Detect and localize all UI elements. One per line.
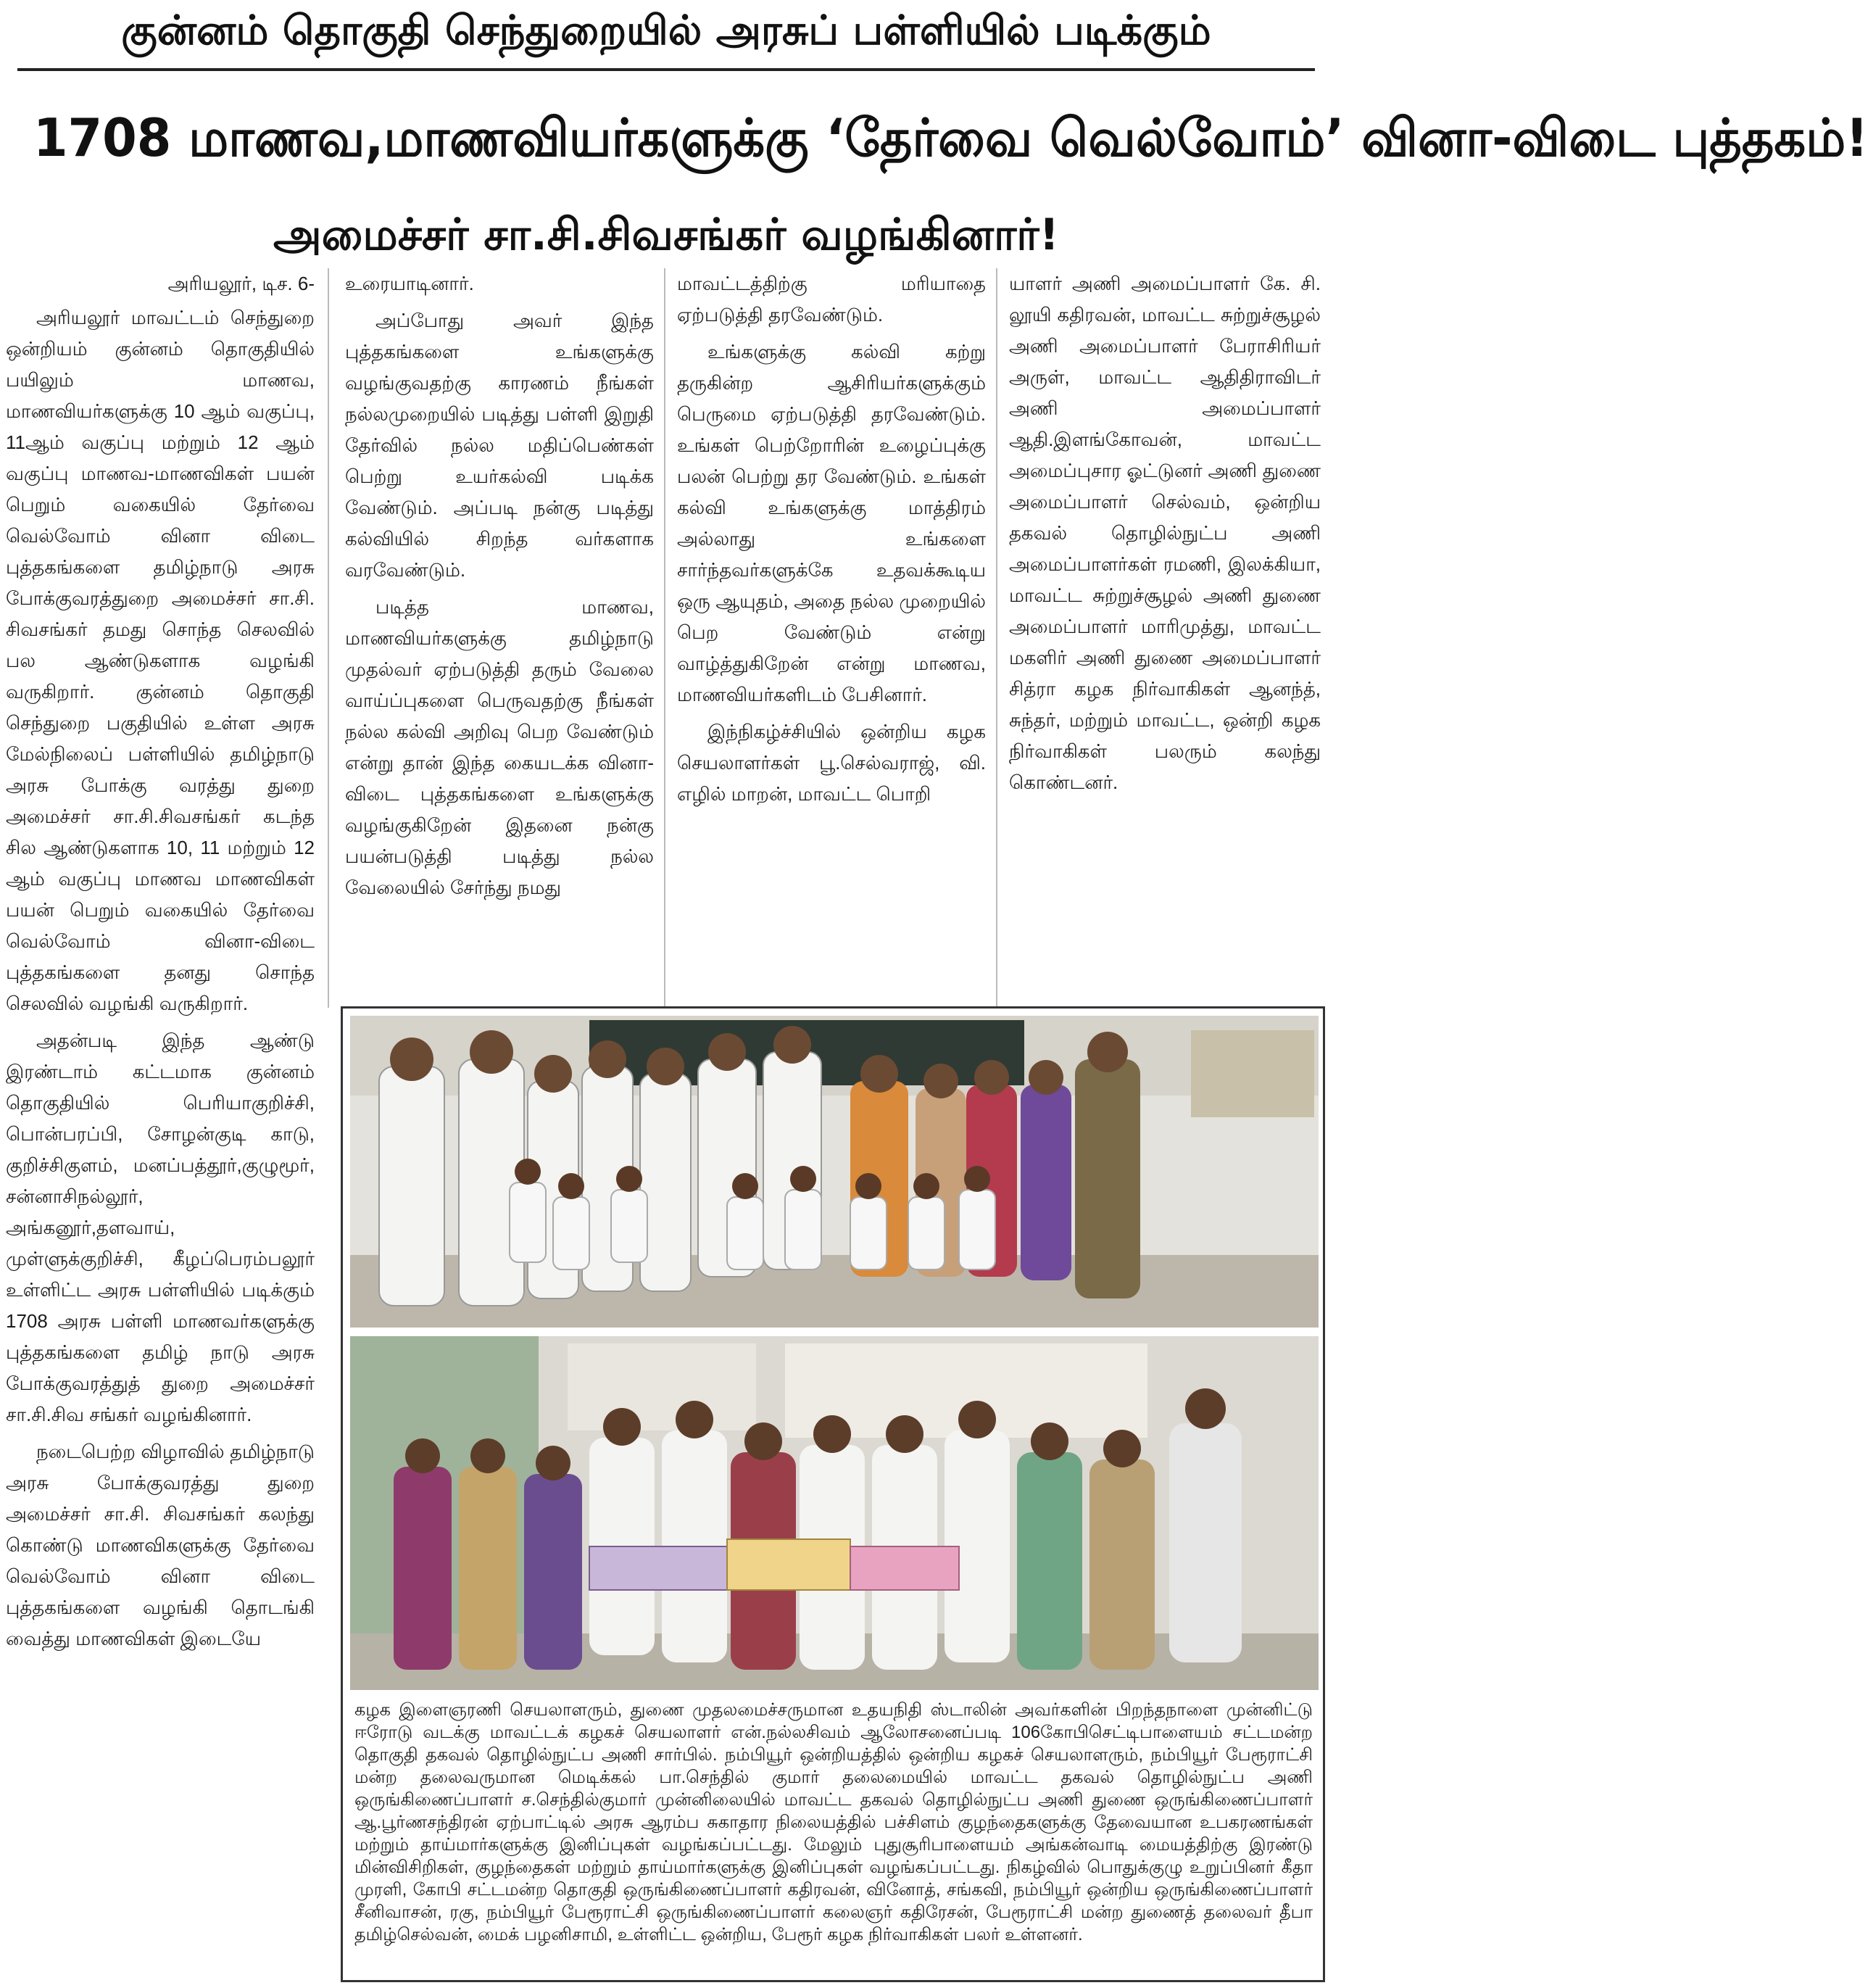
paragraph: அதன்படி இந்த ஆண்டு இரண்டாம் கட்டமாக குன்னம் தொகுதியில் பெரியாகுறிச்சி, பொன்பரப்பி, சோழன்குடி காடு, குறிச்சிகுளம், மனப்பத்தூர்,குழுமூர், சன்னாசிநல்லூர், அங்கனூர்,தளவாய், முள்ளுக்குறிச்சி, கீழப்பெரம்பலூர் உள்ளிட்ட அரசு பள்ளியில் படிக்கும் 1708 அரசு பள்ளி மாணவர்களுக்கு புத்தகங்களை தமிழ் நாடு அரசு போக்குவரத்துத் துறை அமைச்சர் சா.சி.சிவ சங்கர் வழங்கினார். bbox=[6, 1030, 315, 1425]
dateline: அரியலூர், டிச. 6- bbox=[167, 273, 315, 294]
column-divider bbox=[664, 268, 665, 1008]
paragraph: இந்நிகழ்ச்சியில் ஒன்றிய கழக செயலாளர்கள் பூ.செல்வராஜ், வி. எழில் மாறன், மாவட்ட பொறி bbox=[677, 721, 986, 805]
headline-rule bbox=[17, 68, 1315, 71]
paragraph: அரியலூர் மாவட்டம் செந்துறை ஒன்றியம் குன்னம் தொகுதியில் பயிலும் மாணவ, மாணவியர்களுக்கு 10 ஆம் வகுப்பு, 11ஆம் வகுப்பு மற்றும் 12 ஆம் வகுப்பு மாணவ-மாணவிகள் பயன் பெறும் வகையில் தேர்வை வெல்வோம் வினா விடை புத்தகங்களை தமிழ்நாடு அரசு போக்குவரத்துறை அமைச்சர் சா.சி. சிவசங்கர் தமது சொந்த செலவில் பல ஆண்டுகளாக வழங்கி வருகிறார். குன்னம் தொகுதி செந்துறை பகுதியில் உள்ள அரசு மேல்நிலைப் பள்ளியில் தமிழ்நாடு அரசு போக்கு வரத்து துறை அமைச்சர் சா.சி.சிவசங்கர் கடந்த சில ஆண்டுகளாக 10, 11 மற்றும் 12 ஆம் வகுப்பு மாணவ மாணவிகள் பயன் பெறும் வகையில் தேர்வை வெல்வோம் வினா-விடை புத்தகங்களை தனது சொந்த செலவில் வழங்கி வருகிறார். bbox=[6, 307, 315, 1014]
column-divider bbox=[996, 268, 997, 1008]
paragraph: படித்த மாணவ, மாணவியர்களுக்கு தமிழ்நாடு முதல்வர் ஏற்படுத்தி தரும் வேலை வாய்ப்புகளை பெருவதற்கு நீங்கள் நல்ல கல்வி அறிவு பெற வேண்டும் என்று தான் இந்த கையடக்க வினா-விடை புத்தகங்களை உங்களுக்கு வழங்குகிறேன் இதனை நன்கு பயன்படுத்தி படித்து நல்ல வேலையில் சேர்ந்து நமது bbox=[345, 596, 654, 898]
photo-caption: கழக இளைஞரணி செயலாளரும், துணை முதலமைச்சருமான உதயநிதி ஸ்டாலின் அவர்களின் பிறந்தநாளை முன்னிட்டு ஈரோடு வடக்கு மாவட்டக் கழகச் செயலாளர் என்.நல்லசிவம் ஆலோசனைப்படி 106கோபிசெட்டிபாளையம் சட்டமன்ற தொகுதி தகவல் தொழில்நுட்ப அணி சார்பில். நம்பியூர் ஒன்றியத்தில் ஒன்றிய கழகச் செயலாளரும், நம்பியூர் பேரூராட்சி மன்ற தலைவருமான மெடிக்கல் பா.செந்தில் குமார் தலைமையில் மாவட்ட தகவல் தொழில்நுட்ப அணி ஒருங்கிணைப்பாளர் ச.செந்தில்குமார் முன்னிலையில் மாவட்ட தகவல் தொழில்நுட்ப அணி துணை ஒருங்கிணைப்பாளர் ஆ.பூர்ணசந்திரன் ஏற்பாட்டில் அரசு ஆரம்ப சுகாதார நிலையத்தில் பச்சிளம் குழந்தைகளுக்கு தேவையான உபகரணங்கள் மற்றும் தாய்மார்களுக்கு இனிப்புகள் வழங்கப்பட்டது. மேலும் புதுசூரிபாளையம் அங்கன்வாடி மையத்திற்கு இரண்டு மின்விசிறிகள், குழந்தைகள் மற்றும் தாய்மார்களுக்கு இனிப்புகள் வழங்கப்பட்டது. நிகழ்வில் பொதுக்குழு உறுப்பினர் கீதா முரளி, கோபி சட்டமன்ற தொகுதி ஒருங்கிணைப்பாளர் கதிரவன், வினோத், சங்கவி, நம்பியூர் ஒன்றிய ஒருங்கிணைப்பாளர் சீனிவாசன், ரகு, நம்பியூர் பேரூராட்சி ஒருங்கிணைப்பாளர் கலைஞர் கதிரேசன், பேரூராட்சி மன்ற துணைத் தலைவர் தீபா தமிழ்செல்வன், மைக் பழனிசாமி, உள்ளிட்ட ஒன்றிய, பேரூர் கழக நிர்வாகிகள் பலர் உள்ளனர். bbox=[354, 1700, 1313, 1944]
photo-book-distribution bbox=[350, 1336, 1319, 1690]
column-1 bbox=[6, 268, 315, 1979]
paragraph: அப்போது அவர் இந்த புத்தகங்களை உங்களுக்கு வழங்குவதற்கு காரணம் நீங்கள் நல்லமுறையில் படித்து பள்ளி இறுதி தேர்வில் நல்ல மதிப்பெண்கள் பெற்று உயர்கல்வி படிக்க வேண்டும். அப்படி நன்கு படித்து கல்வியில் சிறந்த வர்களாக வரவேண்டும். bbox=[345, 310, 654, 581]
paragraph: உங்களுக்கு கல்வி கற்று தருகின்ற ஆசிரியர்களுக்கும் பெருமை ஏற்படுத்தி தரவேண்டும். உங்கள் பெற்றோரின் உழைப்புக்கு பலன் பெற்று தர வேண்டும். உங்கள் கல்வி உங்களுக்கு மாத்திரம் அல்லாது உங்களை சார்ந்தவர்களுக்கே உதவக்கூடிய ஒரு ஆயுதம், அதை நல்ல முறையில் பெற வேண்டும் என்று வாழ்த்துகிறேன் என்று மாணவ, மாணவியர்களிடம் பேசினார். bbox=[677, 341, 986, 705]
paragraph: உரையாடினார். bbox=[345, 273, 474, 294]
kicker-headline: குன்னம் தொகுதி செந்துறையில் அரசுப் பள்ளியில் படிக்கும் bbox=[121, 7, 1211, 54]
paragraph: மாவட்டத்திற்கு மரியாதை ஏற்படுத்தி தரவேண்டும். bbox=[677, 273, 986, 326]
column-3 bbox=[677, 268, 986, 1008]
sub-headline: அமைச்சர் சா.சி.சிவசங்கர் வழங்கினார்! bbox=[273, 210, 1060, 260]
photo-box bbox=[341, 1006, 1325, 1982]
paragraph: நடைபெற்ற விழாவில் தமிழ்நாடு அரசு போக்குவரத்து துறை அமைச்சர் சா.சி. சிவசங்கர் கலந்து கொண்டு மாணவிகளுக்கு தேர்வை வெல்வோம் வினா விடை புத்தகங்களை வழங்கி தொடங்கி வைத்து மாணவிகள் இடையே bbox=[6, 1441, 315, 1649]
column-divider bbox=[328, 268, 329, 1008]
main-headline: 1708 மாணவ,மாணவியர்களுக்கு ‘தேர்வை வெல்வோம்’ வினா-விடை புத்தகம்! bbox=[33, 107, 1868, 168]
column-4 bbox=[1009, 268, 1321, 1008]
column-2 bbox=[345, 268, 654, 1008]
paragraph: யாளர் அணி அமைப்பாளர் கே. சி. லூயி கதிரவன், மாவட்ட சுற்றுச்சூழல் அணி அமைப்பாளர் பேராசிரியர் அருள், மாவட்ட ஆதிதிராவிடர் அணி அமைப்பாளர் ஆதி.இளங்கோவன், மாவட்ட அமைப்புசார ஓட்டுனர் அணி துணை அமைப்பாளர் செல்வம், ஒன்றிய தகவல் தொழில்நுட்ப அணி அமைப்பாளர்கள் ரமணி, இலக்கியா, மாவட்ட சுற்றுச்சூழல் அணி துணை அமைப்பாளர் மாரிமுத்து, மாவட்ட மகளிர் அணி துணை அமைப்பாளர் சித்ரா கழக நிர்வாகிகள் ஆனந்த், சுந்தர், மற்றும் மாவட்ட, ஒன்றி கழக நிர்வாகிகள் பலரும் கலந்து கொண்டனர். bbox=[1009, 273, 1321, 793]
photo-classroom-group bbox=[350, 1016, 1319, 1328]
